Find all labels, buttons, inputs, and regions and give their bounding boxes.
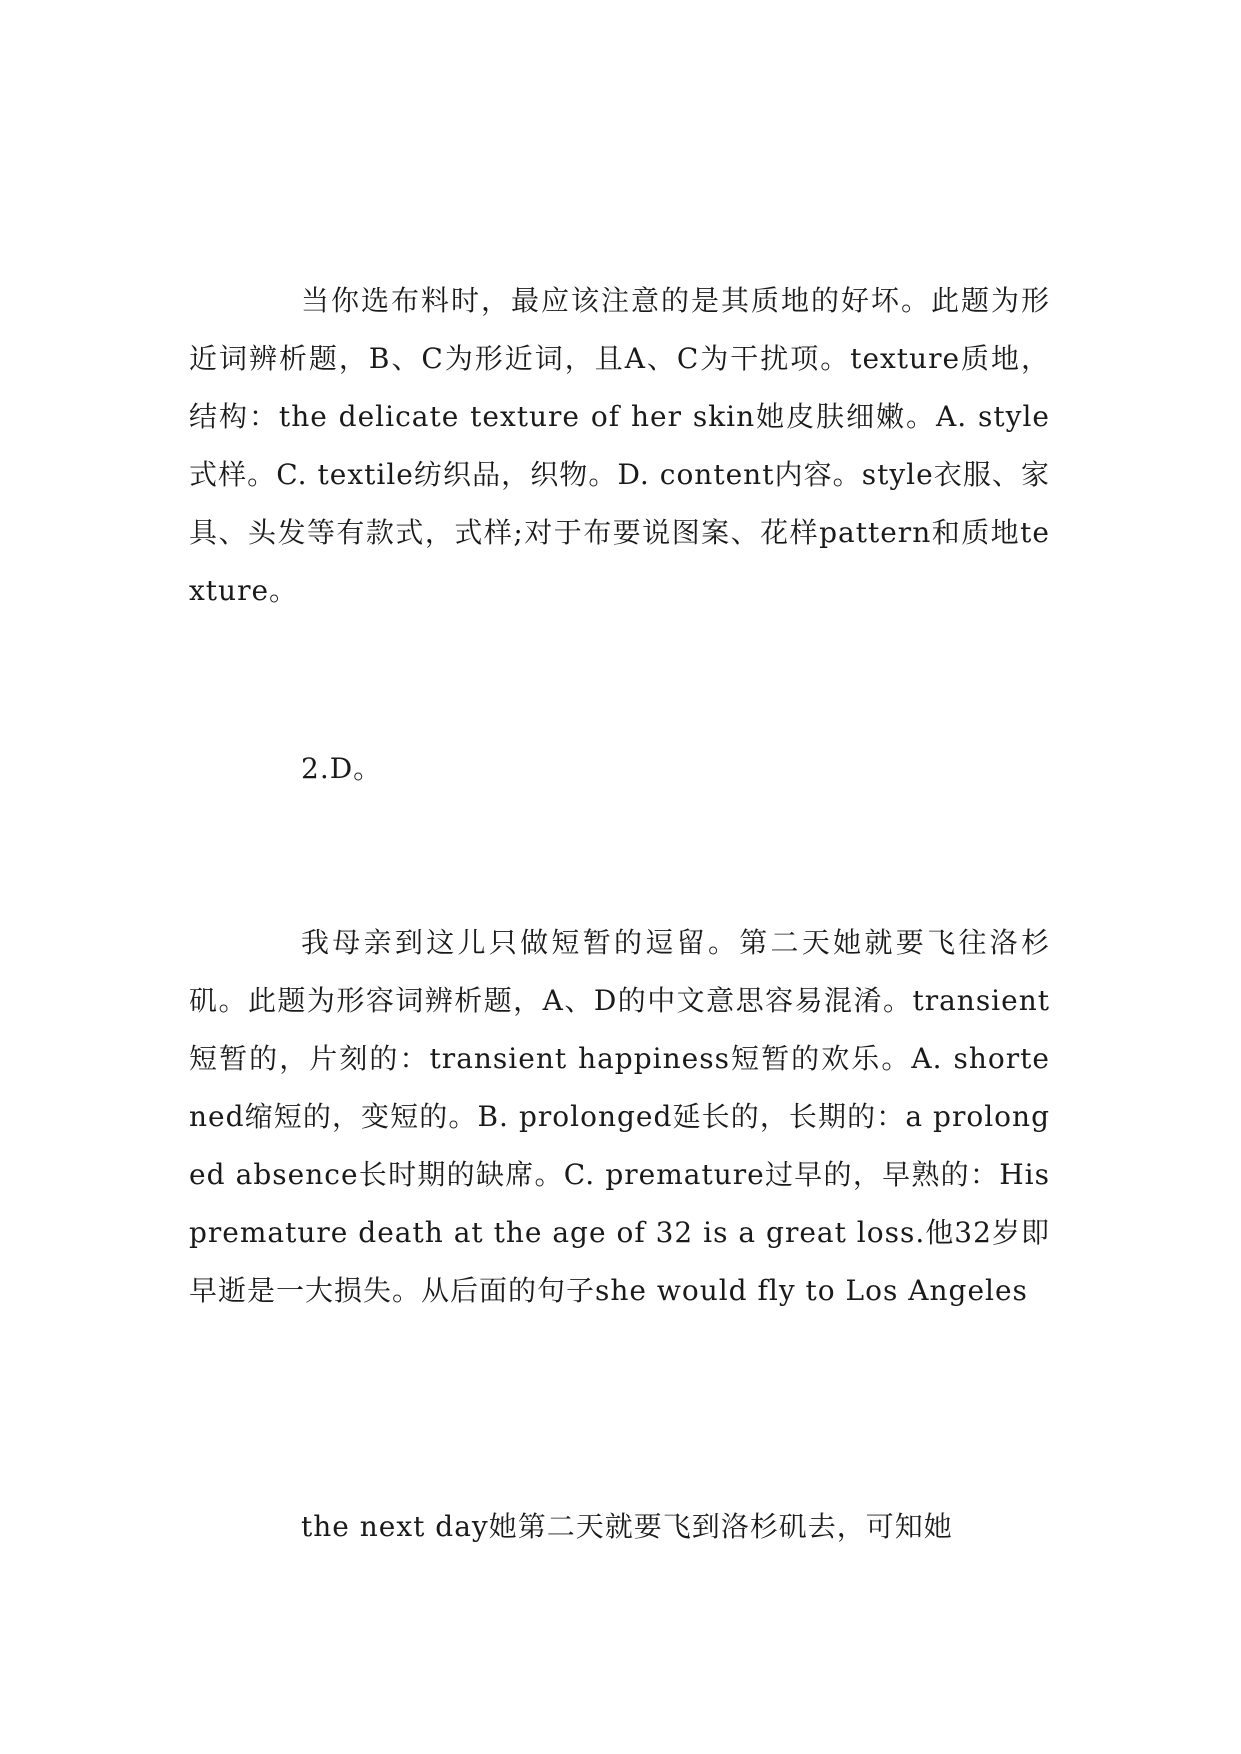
paragraph-continuation: the next day她第二天就要飞到洛杉矶去，可知她: [301, 1510, 953, 1543]
paragraph-explanation-2: 我母亲到这儿只做短暂的逗留。第二天她就要飞往洛杉矶。此题为形容词辨析题，A、D的中文意思容易混淆。transient短暂的，片刻的：transient happiness短暂的欢乐。A. shortened缩短的，变短的。B. prolonged延长的，长期的：a prolonged absence长时期的缺席。C. premature过早的，早熟的：His premature death at the age of 32 is a great loss.他32岁即早逝是一大损失。从后面的句子she would fly to Los Angeles: [189, 926, 1050, 1307]
paragraph-explanation-1: 当你选布料时，最应该注意的是其质地的好坏。此题为形近词辨析题，B、C为形近词，且A、C为干扰项。texture质地，结构：the delicate texture of her skin她皮肤细嫩。A. style式样。C. textile纺织品，织物。D. content内容。style衣服、家具、头发等有款式，式样;对于布要说图案、花样pattern和质地texture。: [189, 284, 1050, 607]
paragraph-answer-2: 2.D。: [301, 752, 383, 785]
